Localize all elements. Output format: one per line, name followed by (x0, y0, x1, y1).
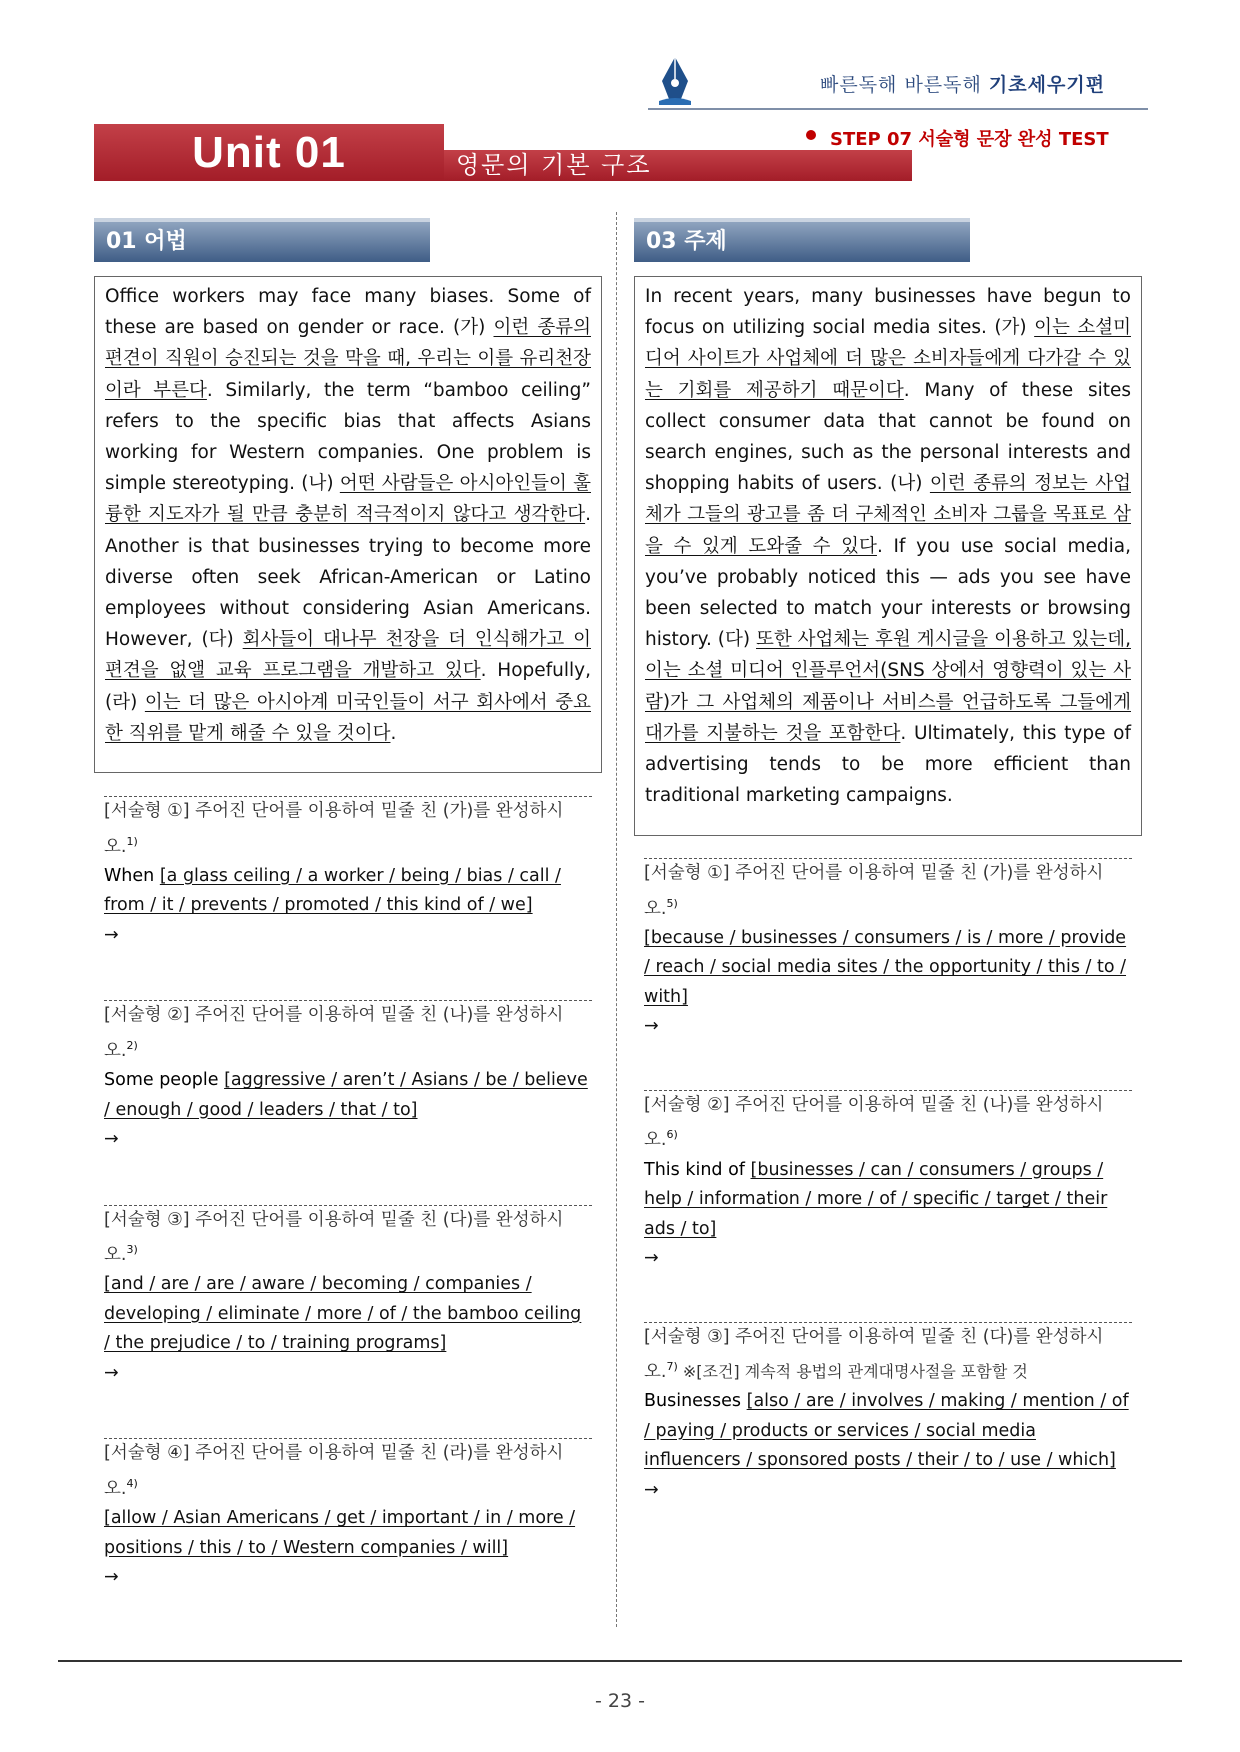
question-heading: [서술형 ④] 주어진 단어를 이용하여 밑줄 친 (라)를 완성하시오. (104, 1443, 564, 1499)
page-number: - 23 - (595, 1690, 645, 1712)
underlined-korean-sentence: 이런 종류의 정보는 사업체가 그들의 광고를 좀 더 구체적인 소비자 그룹을 목표로 삼을 수 있게 도와줄 수 있다 (645, 473, 1131, 557)
section-head-grammar (94, 218, 430, 262)
questions-left (104, 796, 592, 1593)
bullet-icon (806, 130, 816, 140)
section-title: 03 주제 (646, 229, 727, 254)
question-heading: [서술형 ③] 주어진 단어를 이용하여 밑줄 친 (다)를 완성하시오. (644, 1326, 1104, 1382)
footnote-marker: 1) (126, 834, 138, 848)
underlined-korean-sentence: 어떤 사람들은 아시아인들이 훌륭한 지도자가 될 만큼 충분히 적극적이지 않다고 생각한다 (105, 473, 591, 526)
word-bank: [allow / Asian Americans / get / important / in / more / positions / this / to / Western companies / will] (104, 1508, 576, 1558)
word-bank: [and / are / are / aware / becoming / companies / developing / eliminate / more / of / the bamboo ceiling / the prejudice / to / training programs] (104, 1274, 582, 1354)
passage-text: . Similarly, the term “bamboo ceiling” refers to the specific bias that affects Asians working for Western companies. One problem is simple stereotyping. (나) (105, 379, 591, 495)
question-block (104, 1205, 592, 1389)
word-bank: [a glass ceiling / a worker / being / bias / call / from / it / prevents / promoted / this kind of / we] (104, 865, 561, 916)
underlined-korean-sentence: 이는 소셜미디어 사이트가 사업체에 더 많은 소비자들에게 다가갈 수 있는 기회를 제공하기 때문이다 (645, 317, 1131, 401)
footnote-marker: 3) (126, 1243, 138, 1257)
answer-arrow[interactable]: → (104, 1567, 119, 1588)
step-label: STEP 07 서술형 문장 완성 TEST (830, 129, 1109, 150)
question-heading: [서술형 ②] 주어진 단어를 이용하여 밑줄 친 (나)를 완성하시오. (644, 1094, 1104, 1151)
answer-arrow[interactable]: → (104, 1129, 119, 1150)
header-rule (648, 108, 1148, 110)
word-bank: [also / are / involves / making / mention / of / paying / products or services / social media influencers / sponsored posts / their / to / use / which] (644, 1391, 1129, 1471)
pen-nib-logo-icon (655, 55, 695, 107)
answer-arrow[interactable]: → (644, 1479, 659, 1500)
unit-subtitle: 영문의 기본 구조 (456, 151, 652, 179)
question-block (644, 1322, 1132, 1506)
word-bank: [businesses / can / consumers / groups / help / information / more / of / specific / target / their ads / to] (644, 1159, 1108, 1239)
question-heading: [서술형 ①] 주어진 단어를 이용하여 밑줄 친 (가)를 완성하시오. (644, 863, 1104, 919)
question-block (104, 1000, 592, 1154)
question-heading: [서술형 ①] 주어진 단어를 이용하여 밑줄 친 (가)를 완성하시오. (104, 801, 564, 857)
underlined-korean-sentence: 회사들이 대나무 천장을 더 인식해가고 이 편견을 없앨 교육 프로그램을 개발하고 있다 (105, 629, 591, 682)
questions-right (644, 858, 1132, 1505)
sentence-stem: This kind of (644, 1159, 751, 1180)
section-head-topic (634, 218, 970, 262)
question-heading: [서술형 ②] 주어진 단어를 이용하여 밑줄 친 (나)를 완성하시오. (104, 1005, 564, 1061)
passage-left (94, 276, 602, 773)
question-block (104, 1438, 592, 1592)
series-edition: 기초세우기편 (988, 74, 1106, 96)
question-block (644, 858, 1132, 1042)
passage-text: . (390, 722, 397, 744)
passage-text: . Ultimately, this type of advertising tends to be more efficient than traditional marketing campaigns. (645, 722, 1132, 807)
series-title (820, 70, 1105, 97)
series-name: 빠른독해 바른독해 (820, 74, 989, 96)
column-divider (616, 212, 617, 1627)
underlined-korean-sentence: 이런 종류의 편견이 직원이 승진되는 것을 막을 때, 우리는 이를 유리천장이라 부른다 (105, 317, 591, 401)
word-bank: [because / businesses / consumers / is / more / provide / reach / social media sites / the opportunity / this / to / with] (644, 927, 1127, 1007)
word-bank: [aggressive / aren’t / Asians / be / believe / enough / good / leaders / that / to] (104, 1070, 588, 1120)
passage-text: . If you use social media, you’ve probably noticed this — ads you see have been selected to match your interests or browsing history. (다) (645, 535, 1131, 651)
sentence-stem: When (104, 865, 160, 886)
footnote-marker: 4) (126, 1476, 138, 1490)
footnote-marker: 6) (666, 1128, 678, 1142)
question-block (644, 1090, 1132, 1274)
answer-arrow[interactable]: → (104, 1362, 119, 1383)
answer-arrow[interactable]: → (104, 924, 119, 945)
underlined-korean-sentence: 또한 사업체는 후원 게시글을 이용하고 있는데, 이는 소셜 미디어 인플루언서(SNS 상에서 영향력이 있는 사람)가 그 사업체의 제품이나 서비스를 언급하도록 그들에게 대가를 지불하는 것을 포함한다 (645, 629, 1131, 744)
passage-right (634, 276, 1142, 836)
question-condition: ※[조건] 계속적 용법의 관계대명사절을 포함할 것 (677, 1361, 1028, 1381)
sentence-stem: Businesses (644, 1391, 747, 1412)
footer-rule (58, 1660, 1182, 1662)
question-heading: [서술형 ③] 주어진 단어를 이용하여 밑줄 친 (다)를 완성하시오. (104, 1209, 564, 1265)
section-title: 01 어법 (106, 229, 187, 254)
passage-text: In recent years, many businesses have begun to focus on utilizing social media sites. (가) (645, 286, 1131, 339)
passage-text: . Another is that businesses trying to become more diverse often seek African-American or Latino employees without considering Asian Americans. However, (다) (105, 504, 591, 651)
unit-title: Unit 01 (192, 128, 346, 177)
question-block (104, 796, 592, 950)
sentence-stem: Some people (104, 1070, 225, 1091)
answer-arrow[interactable]: → (644, 1248, 659, 1269)
passage-text: . Many of these sites collect consumer data that cannot be found on search engines, such as the personal interests and shopping habits of users. (나) (645, 379, 1131, 495)
footnote-marker: 2) (126, 1038, 138, 1052)
answer-arrow[interactable]: → (644, 1016, 659, 1037)
passage-text: Office workers may face many biases. Some of these are based on gender or race. (가) (105, 286, 591, 339)
underlined-korean-sentence: 이는 더 많은 아시아계 미국인들이 서구 회사에서 중요한 직위를 맡게 해줄 수 있을 것이다 (105, 691, 591, 744)
footnote-marker: 7) (666, 1360, 678, 1374)
passage-text: . Hopefully, (라) (105, 660, 591, 713)
footnote-marker: 5) (666, 896, 678, 910)
